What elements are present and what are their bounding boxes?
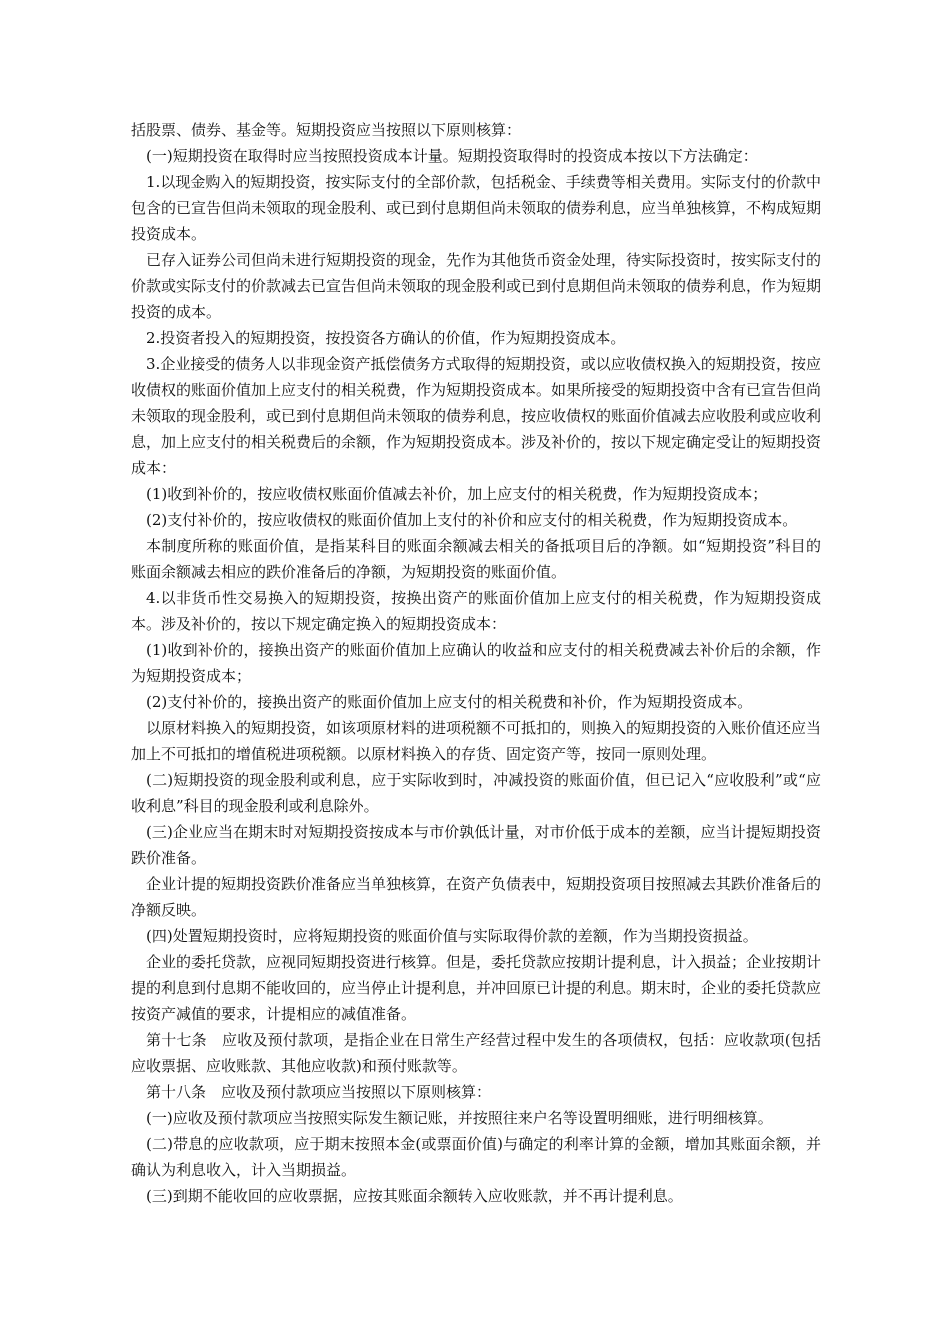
document-page <box>131 117 821 1209</box>
paragraph: 2.投资者投入的短期投资，按投资各方确认的价值，作为短期投资成本。 <box>146 329 626 347</box>
paragraph: 第十七条 应收及预付款项，是指企业在日常生产经营过程中发生的各项债权，包括：应收款项(包括应收票据、应收账款、其他应收款)和预付账款等。 <box>131 1031 821 1075</box>
paragraph: (一)短期投资在取得时应当按照投资成本计量。短期投资取得时的投资成本按以下方法确定： <box>146 147 758 165</box>
paragraph: (1)收到补价的，按应收债权账面价值减去补价，加上应支付的相关税费，作为短期投资成本； <box>146 485 768 503</box>
paragraph: (一)应收及预付款项应当按照实际发生额记账，并按照往来户名等设置明细账，进行明细核算。 <box>146 1109 773 1127</box>
paragraph: (2)支付补价的，按应收债权的账面价值加上支付的补价和应支付的相关税费，作为短期投资成本。 <box>146 511 798 529</box>
paragraph: 4.以非货币性交易换入的短期投资，按换出资产的账面价值加上应支付的相关税费，作为短期投资成本。涉及补价的，按以下规定确定换入的短期投资成本： <box>131 589 821 633</box>
paragraph: (2)支付补价的，接换出资产的账面价值加上应支付的相关税费和补价，作为短期投资成本。 <box>146 693 753 711</box>
paragraph: (三)到期不能收回的应收票据，应按其账面余额转入应收账款，并不再计提利息。 <box>146 1187 683 1205</box>
paragraph: 以原材料换入的短期投资，如该项原材料的进项税额不可抵扣的，则换入的短期投资的入账价值还应当加上不可抵扣的增值税进项税额。以原材料换入的存货、固定资产等，按同一原则处理。 <box>131 719 822 763</box>
paragraph: 3.企业接受的债务人以非现金资产抵偿债务方式取得的短期投资，或以应收债权换入的短期投资，按应收债权的账面价值加上应支付的相关税费，作为短期投资成本。如果所接受的短期投资中含有已宣告但尚未领取的现金股利，或已到付息期但尚未领取的债券利息，按应收债权的账面价值减去应收股利或应收利息，加上应支付的相关税费后的余额，作为短期投资成本。涉及补价的，按以下规定确定受让的短期投资成本： <box>131 355 822 477</box>
paragraph: 本制度所称的账面价值，是指某科目的账面余额减去相关的备抵项目后的净额。如“短期投资”科目的账面余额减去相应的跌价准备后的净额，为短期投资的账面价值。 <box>131 537 821 581</box>
paragraph: (二)短期投资的现金股利或利息，应于实际收到时，冲减投资的账面价值，但已记入“应收股利”或“应收利息”科目的现金股利或利息除外。 <box>131 771 821 815</box>
paragraph: (二)带息的应收款项，应于期末按照本金(或票面价值)与确定的利率计算的金额，增加其账面余额，并确认为利息收入，计入当期损益。 <box>131 1135 821 1179</box>
paragraph: 括股票、债券、基金等。短期投资应当按照以下原则核算： <box>131 121 522 139</box>
paragraph: (1)收到补价的，接换出资产的账面价值加上应确认的收益和应支付的相关税费减去补价后的余额，作为短期投资成本； <box>131 641 821 685</box>
paragraph: (四)处置短期投资时，应将短期投资的账面价值与实际取得价款的差额，作为当期投资损益。 <box>146 927 758 945</box>
paragraph: 1.以现金购入的短期投资，按实际支付的全部价款，包括税金、手续费等相关费用。实际支付的价款中包含的已宣告但尚未领取的现金股利、或已到付息期但尚未领取的债券利息，应当单独核算，不构成短期投资成本。 <box>131 173 822 243</box>
paragraph: (三)企业应当在期末时对短期投资按成本与市价孰低计量，对市价低于成本的差额，应当计提短期投资跌价准备。 <box>131 823 821 867</box>
paragraph: 企业的委托贷款，应视同短期投资进行核算。但是，委托贷款应按期计提利息，计入损益；企业按期计提的利息到付息期不能收回的，应当停止计提利息，并冲回原已计提的利息。期末时，企业的委托贷款应按资产减值的要求，计提相应的减值准备。 <box>131 953 822 1023</box>
paragraph: 已存入证券公司但尚未进行短期投资的现金，先作为其他货币资金处理，待实际投资时，按实际支付的价款或实际支付的价款减去已宣告但尚未领取的现金股利或已到付息期但尚未领取的债券利息，作为短期投资的成本。 <box>131 251 822 321</box>
paragraph: 第十八条 应收及预付款项应当按照以下原则核算： <box>146 1083 492 1101</box>
paragraph: 企业计提的短期投资跌价准备应当单独核算，在资产负债表中，短期投资项目按照减去其跌价准备后的净额反映。 <box>131 875 822 919</box>
